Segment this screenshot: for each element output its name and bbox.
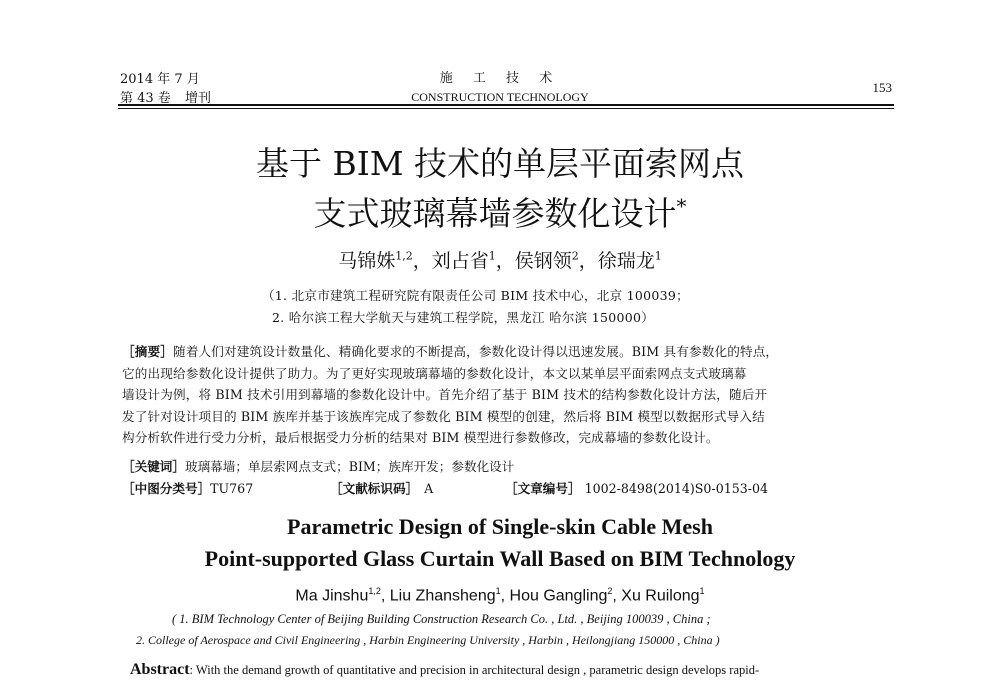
author-cn-affil: 2: [571, 249, 579, 263]
title-footnote-mark: *: [676, 194, 687, 218]
title-cn-line1: 基于 BIM 技术的单层平面索网点: [255, 144, 745, 183]
journal-name: [0, 70, 1000, 106]
author-cn: 侯钢领: [514, 250, 572, 272]
author-separator: ,: [500, 587, 510, 605]
author-separator: ，: [578, 250, 598, 272]
author-en: Hou Gangling: [509, 587, 608, 605]
affiliation-en-1: ( 1. BIM Technology Center of Beijing Building Construction Research Co. , Ltd. , Beijing 100039 , China ;: [172, 612, 711, 626]
author-cn: 刘占省: [431, 250, 489, 272]
affiliation-cn-1: （1. 北京市建筑工程研究院有限责任公司 BIM 技术中心，北京 100039；: [262, 288, 689, 303]
journal-name-en: CONSTRUCTION TECHNOLOGY: [411, 90, 589, 104]
clc-value: TU767: [210, 481, 254, 496]
title-en-line2: Point-supported Glass Curtain Wall Based on BIM Technology: [204, 546, 796, 571]
keywords-line: [122, 456, 514, 475]
abstract-en-label: Abstract: [130, 661, 190, 678]
doc-code-label: ［文献标识码］: [330, 481, 419, 496]
page-number: 153: [872, 80, 892, 95]
author-en: Ma Jinshu: [295, 587, 369, 605]
abstract-cn-line: 发了针对设计项目的 BIM 族库并基于该族库完成了参数化 BIM 模型的创建，然后将 BIM 模型以数据形式导入结: [122, 408, 765, 424]
affiliation-en-2: 2. College of Aerospace and Civil Engineering , Harbin Engineering University , Harbin , Heilongjiang 150000 , China ): [136, 633, 720, 647]
journal-name-cn: 施 工 技 术: [439, 71, 561, 86]
abstract-cn: [122, 341, 894, 449]
author-separator: ，: [495, 250, 515, 272]
author-en: Liu Zhansheng: [389, 587, 496, 605]
article-number: [505, 478, 768, 497]
keywords-label: ［关键词］: [122, 459, 185, 474]
author-separator: ,: [612, 587, 622, 605]
abstract-en: [130, 661, 759, 679]
issue-date: 2014 年 7 月: [120, 72, 200, 87]
issue-volume: 第 43 卷: [120, 91, 171, 106]
affiliation-cn-2: 2. 哈尔滨工程大学航天与建筑工程学院，黑龙江 哈尔滨 150000）: [272, 310, 655, 325]
author-en-affil: 1,2: [368, 586, 381, 596]
abstract-cn-line: ［摘要］随着人们对建筑设计数量化、精确化要求的不断提高，参数化设计得以迅速发展。BIM 具有参数化的特点，: [122, 344, 779, 359]
doc-code: [330, 478, 433, 497]
abstract-cn-line: 它的出现给参数化设计提供了助力。为了更好实现玻璃幕墙的参数化设计，本文以某单层平面索网点支式玻璃幕: [122, 365, 747, 381]
author-cn-affil: 1: [654, 249, 662, 263]
title-cn-line2-text: 支式玻璃幕墙参数化设计: [313, 194, 677, 233]
author-separator: ，: [412, 250, 432, 272]
header-rule-thin: [118, 108, 894, 109]
abstract-en-colon: :: [189, 663, 194, 677]
author-en-affil: 1: [699, 586, 705, 596]
author-separator: ,: [380, 587, 390, 605]
header-rule-thick: [118, 104, 894, 106]
authors-cn: [0, 246, 1000, 273]
clc-label: ［中图分类号］: [122, 481, 211, 496]
authors-en: [0, 586, 1000, 605]
doc-code-value: A: [424, 481, 434, 496]
classification-line: [122, 478, 253, 497]
title-en-line1: Parametric Design of Single-skin Cable Mesh: [287, 514, 713, 539]
article-number-value: 1002-8498(2014)S0-0153-04: [584, 481, 769, 496]
author-cn-affil: 1: [488, 249, 496, 263]
abstract-cn-line: 构分析软件进行受力分析，最后根据受力分析的结果对 BIM 模型进行参数修改，完成幕墙的参数化设计。: [122, 430, 719, 445]
title-cn-line2: [0, 188, 1000, 235]
abstract-cn-line: 墙设计为例，将 BIM 技术引用到幕墙的参数化设计中。首先介绍了基于 BIM 技术的结构参数化设计方法，随后开: [122, 387, 768, 402]
author-cn-affil: 1,2: [395, 249, 413, 263]
author-en: Xu Ruilong: [621, 587, 700, 605]
abstract-en-text: With the demand growth of quantitative and precision in architectural design , parametric design develops rapid-: [193, 663, 760, 677]
keywords-text: 玻璃幕墙；单层索网点支式；BIM；族库开发；参数化设计: [184, 459, 515, 474]
issue-supplement: 增刊: [184, 91, 211, 106]
author-cn: 马锦姝: [338, 250, 396, 272]
article-number-label: ［文章编号］: [505, 481, 581, 496]
author-en-affil: 2: [607, 586, 613, 596]
author-cn: 徐瑞龙: [597, 250, 655, 272]
author-en-affil: 1: [495, 586, 501, 596]
abstract-cn-label: ［摘要］: [122, 344, 173, 359]
